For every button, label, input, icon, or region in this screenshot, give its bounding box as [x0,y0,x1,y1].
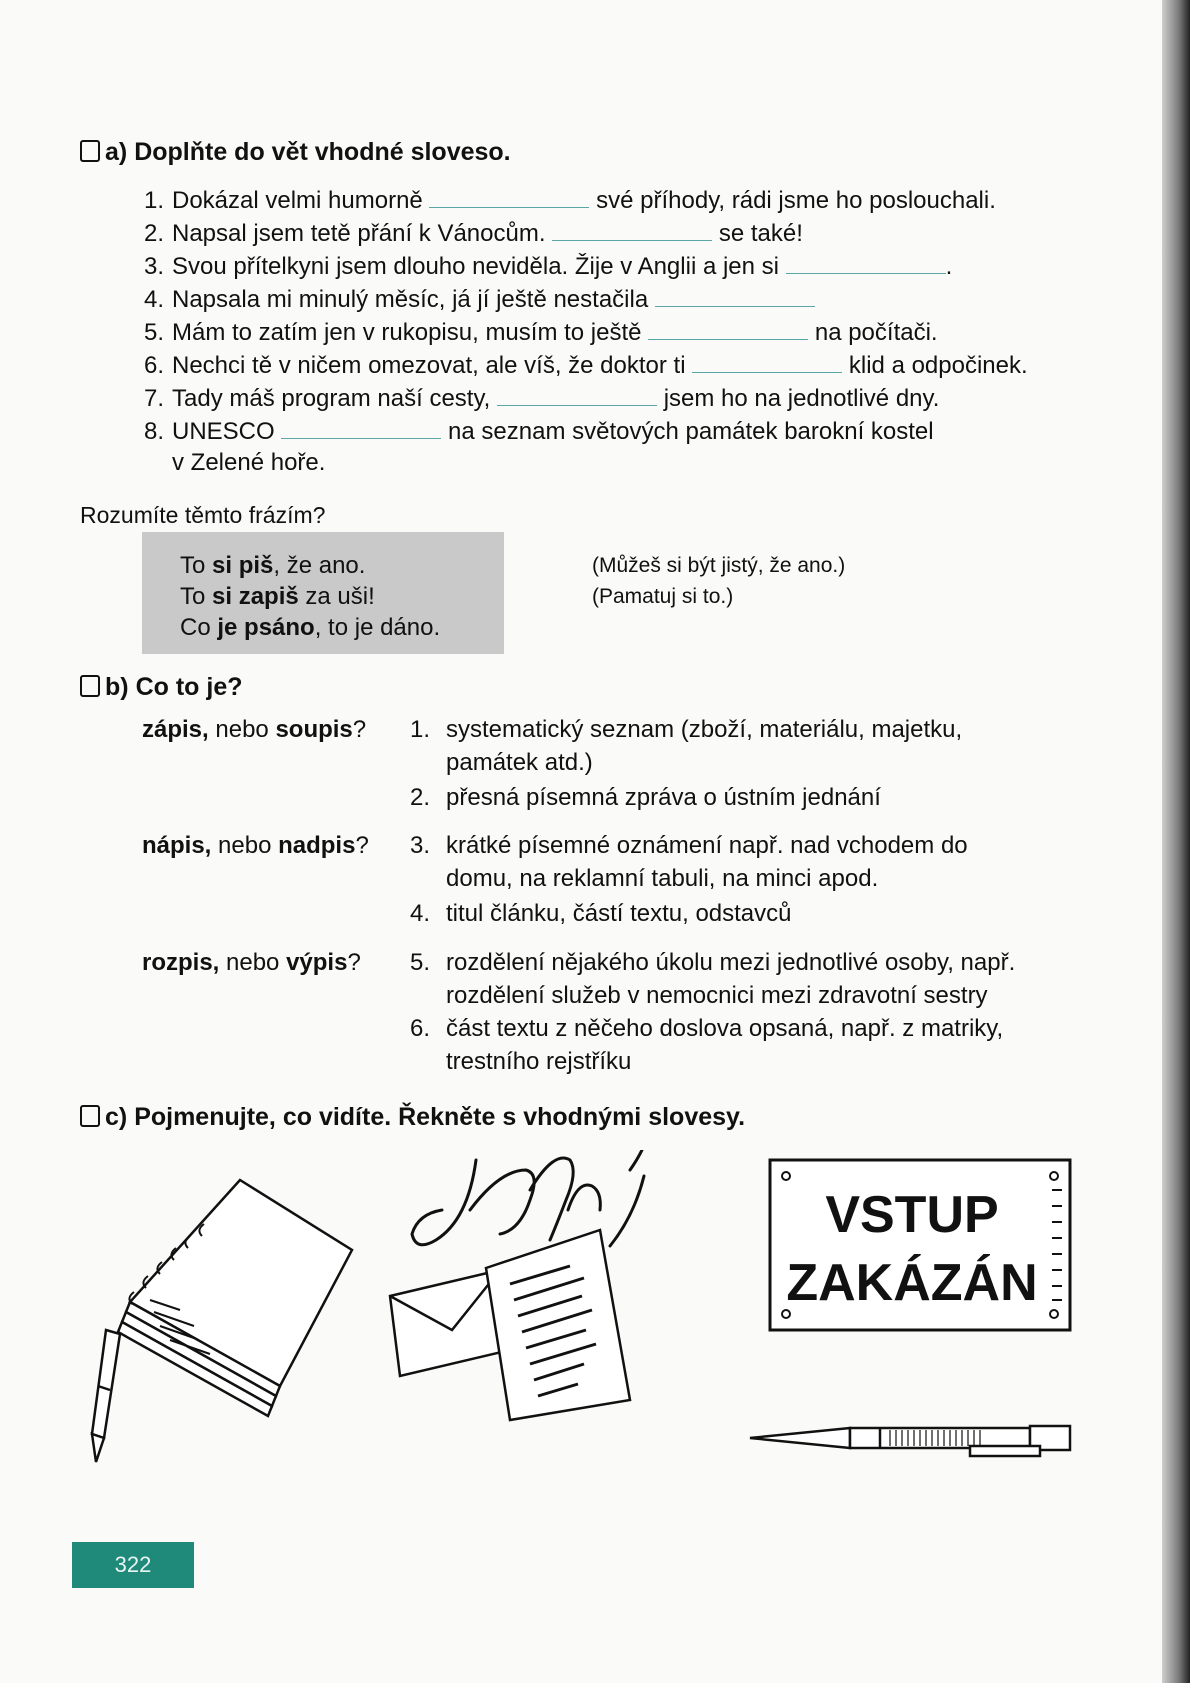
item-text-after: se také! [718,220,803,247]
item-text: Napsal jsem tetě přání k Vánocům. [172,220,546,247]
phrase-text: Co [180,614,218,641]
item-text: Svou přítelkyni jsem dlouho neviděla. Žije v Anglii a jen si [172,253,779,280]
answer-blank[interactable] [429,185,589,208]
signature-icon [412,1150,648,1246]
item-number: 8. [143,418,164,445]
phrase-1-meaning: (Můžeš si být jistý, že ano.) [592,554,846,577]
definition-number: 2. [410,784,431,811]
section-c-marker: c) [105,1103,128,1131]
item-text: UNESCO [172,418,275,445]
definition-text: část textu z něčeho doslova opsaná, např. z matriky, trestního rejstříku [446,1015,1004,1075]
definition-4 [410,897,1090,930]
answer-blank[interactable] [692,350,842,373]
exercise-a-item-4 [128,284,815,314]
answer-blank[interactable] [648,317,808,340]
definition-text: systematický seznam (zboží, materiálu, majetku, památek atd.) [446,716,963,776]
definition-6 [410,1012,1090,1078]
section-b-title: Co to je? [135,673,243,701]
definition-number: 6. [410,1015,431,1042]
exercise-a-item-1 [128,185,996,215]
exercise-a-item-2 [128,218,803,248]
definition-number: 4. [410,900,431,927]
definition-text: rozdělení nějakého úkolu mezi jednotlivé osoby, např. rozdělení služeb v nemocnici mezi zdravotní sestry [446,949,1016,1009]
term-connector: nebo [211,832,279,859]
book-spine-shadow [1162,0,1190,1683]
phrases-question: Rozumíte těmto frázím? [80,502,326,528]
term-question-mark: ? [352,716,367,743]
answer-blank[interactable] [281,416,441,439]
phrase-text: To [180,583,213,610]
definition-text: titul článku, částí textu, odstavců [446,900,792,927]
phrase-text: To [180,552,213,579]
phrase-2 [180,583,375,611]
checkbox-icon [80,140,100,162]
page-number: 322 [72,1542,194,1588]
item-number: 7. [143,385,164,412]
definition-3 [410,829,1090,895]
item-text-after: na počítači. [814,319,938,346]
definition-number: 1. [410,716,431,743]
section-a-title: Doplňte do vět vhodné sloveso. [134,138,511,166]
item-text: Napsala mi minulý měsíc, já jí ještě nestačila [172,286,649,313]
item-number: 3. [143,253,164,280]
item-text-after: své příhody, rádi jsme ho poslouchali. [596,187,996,214]
checkbox-icon [80,1105,100,1127]
item-text-after: jsem ho na jednotlivé dny. [663,385,940,412]
checkbox-icon [80,675,100,697]
item-number: 5. [143,319,164,346]
section-b-heading [80,673,243,702]
phrase-bold: si zapiš [212,583,299,610]
phrase-text: , to je dáno. [314,614,441,641]
term-word: rozpis, [142,949,220,976]
answer-blank[interactable] [552,218,712,241]
item-text-after: klid a odpočinek. [848,352,1028,379]
phrase-bold: je psáno [217,614,315,641]
answer-blank[interactable] [786,251,946,274]
item-text: Tady máš program naší cesty, [172,385,491,412]
exercise-a-item-3 [128,251,952,281]
definition-text: krátké písemné oznámení např. nad vchodem do domu, na reklamní tabuli, na minci apod. [446,832,968,892]
phrase-2-meaning: (Pamatuj si to.) [592,585,734,608]
phrase-text: , že ano. [273,552,366,579]
term-word: nadpis [278,832,356,859]
term-word: výpis [286,949,348,976]
sign-board-icon [770,1160,1070,1330]
section-c-illustrations [90,1150,1100,1470]
item-number: 1. [143,187,164,214]
item-number: 4. [143,286,164,313]
answer-blank[interactable] [497,383,657,406]
term-connector: nebo [219,949,287,976]
definition-text: přesná písemná zpráva o ústním jednání [446,784,881,811]
definition-number: 5. [410,949,431,976]
exercise-a-item-5 [128,317,938,347]
pen-icon [750,1426,1070,1456]
answer-blank[interactable] [655,284,815,307]
exercise-a-item-8-continuation: v Zelené hoře. [172,449,326,476]
term-pair-1 [142,716,366,744]
section-a-heading [80,138,511,167]
sign-line-2: ZAKÁZÁN [786,1254,1038,1312]
section-c-heading [80,1103,745,1132]
phrase-text: za uši! [298,583,375,610]
exercise-a-item-6 [128,350,1028,380]
item-text: Dokázal velmi humorně [172,187,423,214]
section-b-marker: b) [105,673,129,701]
item-text: Nechci tě v ničem omezovat, ale víš, že doktor ti [172,352,686,379]
definition-1 [410,713,1090,779]
sign-line-1: VSTUP [825,1186,999,1244]
term-pair-3 [142,949,361,977]
phrase-1 [180,552,365,580]
pencil-icon [92,1330,120,1462]
exercise-a-item-7 [128,383,939,413]
item-text-after: na seznam světových památek barokní kostel [448,418,934,445]
term-question-mark: ? [355,832,369,859]
term-word: nápis, [142,832,212,859]
item-number: 2. [143,220,164,247]
term-question-mark: ? [347,949,361,976]
phrase-3 [180,614,440,642]
term-word: zápis, [142,716,209,743]
item-text-after: . [945,253,953,280]
definition-2 [410,781,1090,814]
phrase-bold: si piš [212,552,274,579]
definition-5 [410,946,1090,1012]
definition-number: 3. [410,832,431,859]
item-number: 6. [143,352,164,379]
term-connector: nebo [208,716,276,743]
letter-icon [486,1230,630,1420]
item-text: Mám to zatím jen v rukopisu, musím to ještě [172,319,642,346]
exercise-a-item-8 [128,416,934,446]
notepad-icon [118,1180,352,1416]
term-pair-2 [142,832,369,860]
section-a-marker: a) [105,138,128,166]
term-word: soupis [275,716,353,743]
section-c-title: Pojmenujte, co vidíte. Řekněte s vhodnými slovesy. [134,1103,746,1131]
